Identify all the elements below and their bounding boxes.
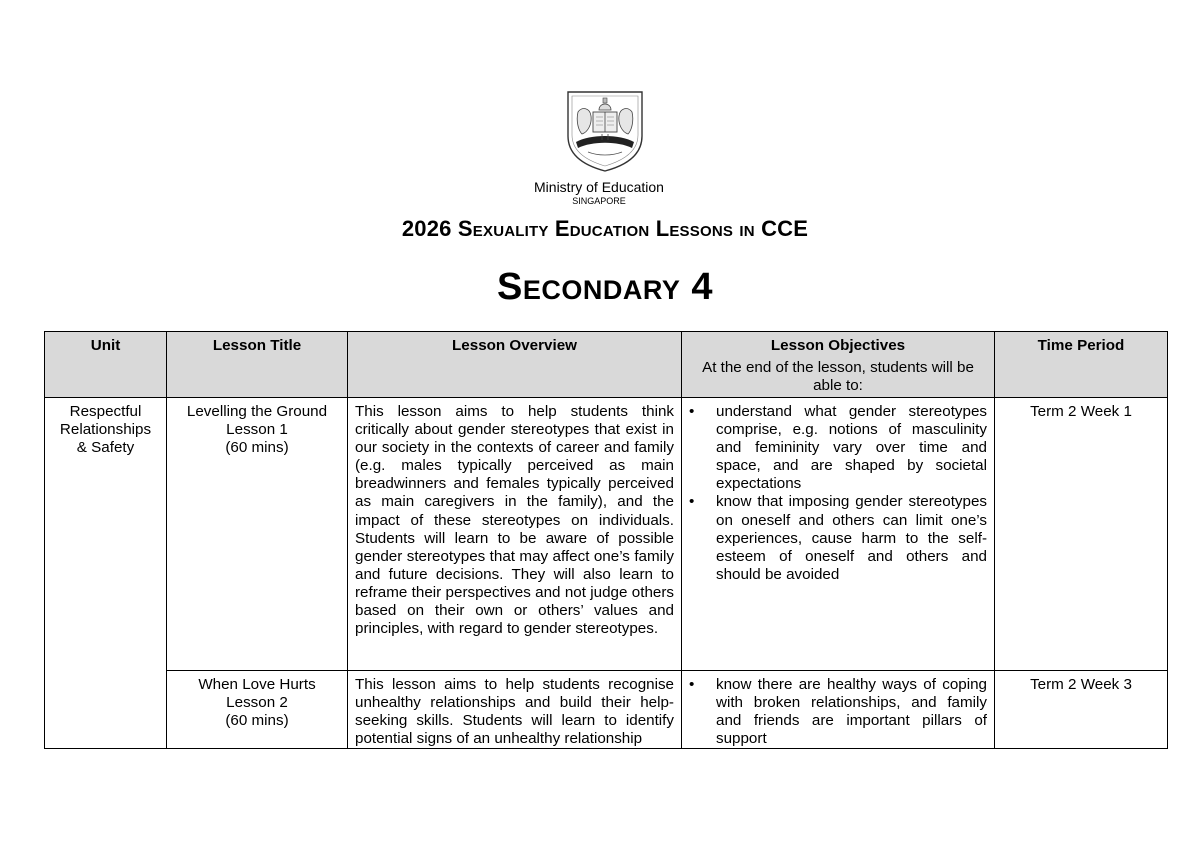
lesson-title: When Love Hurts bbox=[198, 676, 316, 693]
organization-country: SINGAPORE bbox=[572, 196, 626, 206]
column-header-lesson-overview: Lesson Overview bbox=[348, 332, 682, 398]
objective-item: • know that imposing gender stereotypes on oneself and others can limit one’s experiences, cause harm to the self-esteem of oneself and others and should be avoided bbox=[689, 493, 987, 583]
bullet-icon: • bbox=[689, 676, 695, 693]
column-header-time-period: Time Period bbox=[995, 332, 1168, 398]
lesson-objectives-cell bbox=[682, 671, 995, 749]
lesson-title: Levelling the Ground bbox=[186, 403, 328, 420]
column-header-unit: Unit bbox=[45, 332, 167, 398]
lesson-overview-cell: This lesson aims to help students think critically about gender stereotypes that exist in our society in the contexts of career and family (e.g. males typically perceived as main breadwinners and females typically perceived as main caregivers in the family), and the impact of these stereotypes on individuals. Students will learn to be aware of possible gender stereotypes that may affect one’s family and future decisions. They will also learn to reframe their perspectives and not judge others based on their own or others’ values and principles, with regard to gender stereotypes. bbox=[348, 398, 682, 671]
organization-name: Ministry of Education bbox=[534, 179, 664, 195]
bullet-icon: • bbox=[689, 403, 695, 420]
table-row bbox=[45, 671, 1168, 749]
lesson-title-cell bbox=[167, 398, 348, 671]
objective-item: • know there are healthy ways of coping with broken relationships, and family and friends are important pillars of support bbox=[689, 676, 987, 748]
unit-cell: Respectful Relationships & Safety bbox=[45, 398, 167, 749]
time-period-cell: Term 2 Week 3 bbox=[995, 671, 1168, 749]
lesson-duration: (60 mins) bbox=[225, 439, 289, 457]
table-row bbox=[45, 398, 1168, 671]
lesson-title-cell bbox=[167, 671, 348, 749]
ministry-of-education-crest-icon bbox=[566, 90, 644, 172]
lesson-duration: (60 mins) bbox=[225, 712, 289, 730]
lesson-objectives-subheader: At the end of the lesson, students will be able to: bbox=[702, 359, 974, 395]
lesson-number: Lesson 2 bbox=[226, 694, 288, 712]
column-header-lesson-objectives: Lesson Objectives At the end of the lesson, students will be able to: bbox=[682, 332, 995, 398]
lesson-objectives-cell bbox=[682, 398, 995, 671]
lesson-overview-cell: This lesson aims to help students recognise unhealthy relationships and build their help-seeking skills. Students will learn to identify potential signs of an unhealthy relationship bbox=[348, 671, 682, 749]
document-title: 2026 Sexuality Education Lessons in CCE bbox=[401, 216, 809, 241]
lessons-table bbox=[44, 331, 1168, 749]
column-header-lesson-title: Lesson Title bbox=[167, 332, 348, 398]
document-subtitle: Secondary 4 bbox=[496, 266, 714, 308]
time-period-cell: Term 2 Week 1 bbox=[995, 398, 1168, 671]
table-header-row bbox=[45, 332, 1168, 398]
lesson-number: Lesson 1 bbox=[226, 421, 288, 439]
objective-item: • understand what gender stereotypes comprise, e.g. notions of masculinity and femininity vary over time and space, and are shaped by societal expectations bbox=[689, 403, 987, 493]
bullet-icon: • bbox=[689, 493, 695, 511]
